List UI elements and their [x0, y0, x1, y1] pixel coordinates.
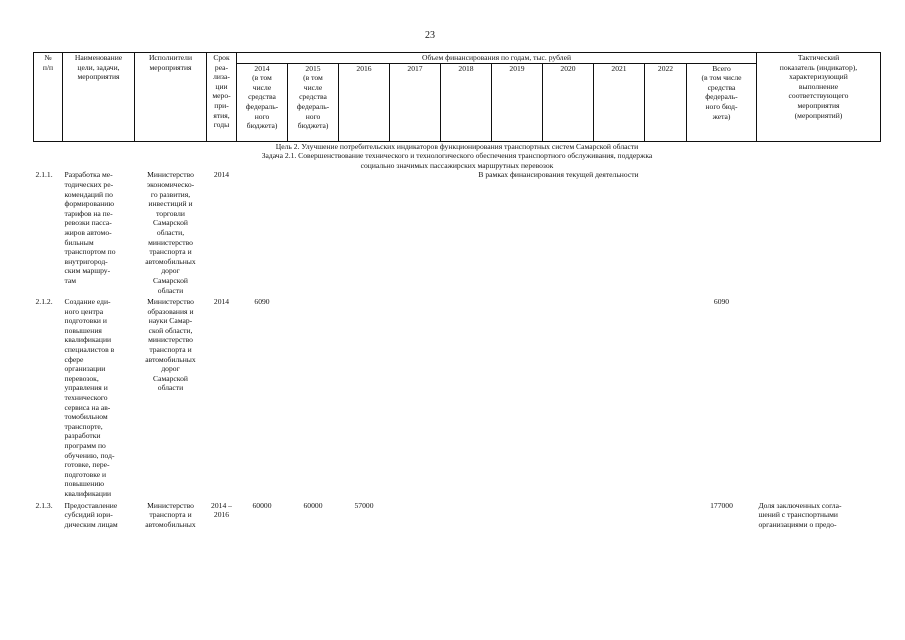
table-row: [34, 170, 881, 295]
table-row: [34, 297, 881, 498]
measure-term: 2014: [213, 297, 230, 307]
measure-name: Предоставление субсидий юри- дическим лицам: [64, 500, 118, 529]
header-funding: Объем финансирования по годам, тыс. рублей: [237, 53, 757, 64]
funding-note: В рамках финансирования текущей деятельности: [478, 170, 639, 180]
goal-heading: Цель 2. Улучшение потребительских индикаторов функционирования транспортных систем Самарской области: [275, 141, 639, 151]
value-2016: 57000: [354, 500, 374, 510]
indicator-text: Доля заключенных согла- шений с транспортными организациями о предо-: [758, 500, 842, 529]
header-year-2014: 2014 (в том числе средства федераль- ного бюджета): [237, 63, 288, 141]
header-year-2018: 2018: [441, 63, 492, 141]
measure-term: 2014: [213, 170, 230, 180]
header-year-2020: 2020: [543, 63, 594, 141]
header-year-2017: 2017: [390, 63, 441, 141]
measure-name: Создание еди- ного центра подготовки и повышения квалификации специалистов в сфере организации перевозок, управления и технического сервиса на ав- томобильном транспорте, разработки программ по обучению, под- готовке, пере- подготовке и повышению квалификации: [64, 297, 115, 498]
header-year-2016: 2016: [339, 63, 390, 141]
header-year-2021: 2021: [594, 63, 645, 141]
measure-executors: Министерство экономическо- го развития, инвестиций и торговли Самарской области, министерство транспорта и автомобильных дорог Самарской области: [145, 170, 196, 295]
value-total: 177000: [710, 500, 733, 510]
header-term: Срок реа- лиза- ции меро- при- ятия, годы: [207, 53, 237, 142]
header-name: Наименование цели, задачи, мероприятия: [63, 53, 135, 142]
table-row: [34, 501, 881, 530]
measure-executors: Министерство транспорта и автомобильных: [145, 500, 196, 529]
task-heading-line-1: Задача 2.1. Совершенствование технического и технологического обеспечения транспортного обслуживания, поддержка: [261, 151, 653, 161]
header-year-2015: 2015 (в том числе средства федераль- ного бюджета): [288, 63, 339, 141]
header-total: Всего (в том числе средства федераль- ного бюд- жета): [687, 63, 757, 141]
header-indicator: Тактический показатель (индикатор), характеризующий выполнение соответствующего мероприятия (мероприятий): [757, 53, 881, 142]
measure-executors: Министерство образования и науки Самар- ской области, министерство транспорта и автомобильных дорог Самарской области: [145, 297, 196, 393]
header-executors: Исполнители мероприятия: [135, 53, 207, 142]
value-total: 6090: [713, 297, 730, 307]
header-year-2022: 2022: [645, 63, 687, 141]
page-number: 23: [425, 30, 435, 41]
value-2015: 60000: [303, 500, 323, 510]
value-2014: 60000: [252, 500, 272, 510]
row-number: 2.1.3.: [35, 500, 53, 510]
header-year-2019: 2019: [492, 63, 543, 141]
row-number: 2.1.1.: [35, 170, 53, 180]
funding-table: [33, 52, 881, 529]
value-2014: 6090: [254, 297, 270, 307]
row-number: 2.1.2.: [35, 297, 53, 307]
header-number: № п/п: [34, 53, 63, 142]
task-heading-line-2: социально значимых пассажирских маршрутных перевозок: [360, 160, 554, 170]
measure-name: Разработка ме- тодических ре- комендаций по формированию тарифов на пе- ревозки пасса- жиров автомо- бильным транспортом по внутригород- ским маршру- там: [64, 170, 116, 285]
measure-term: 2014 – 2016: [211, 500, 232, 520]
